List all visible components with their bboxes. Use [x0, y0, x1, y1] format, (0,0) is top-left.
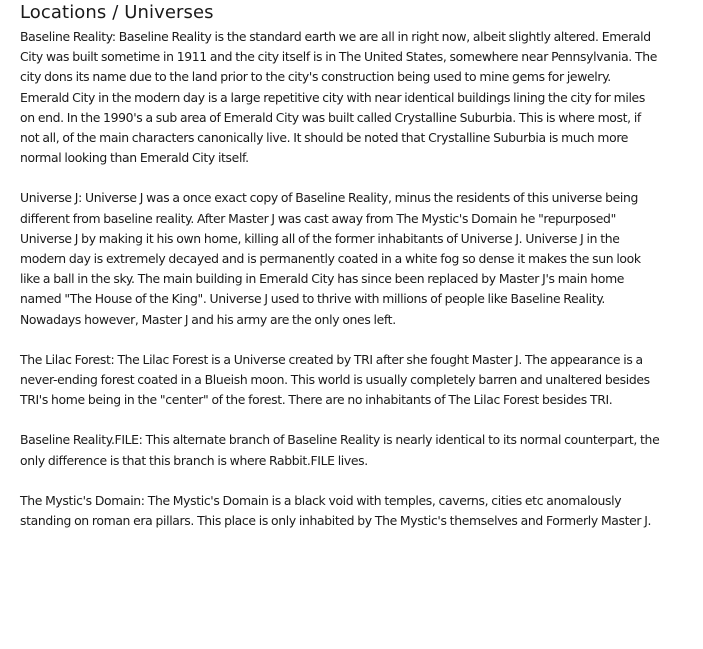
- section-baseline-reality: Baseline Reality: Baseline Reality is the standard earth we are all in right now, albeit slightly altered. Emerald City was built sometime in 1911 and the city itself is in The United States, somewhere near Pennsylvania. The city dons its name due to the land prior to the city's construction being used to mine gems for jewelry. Emerald City in the modern day is a large repetitive city with near identical buildings lining the city for miles on end. In the 1990's a sub area of Emerald City was built called Crystalline Suburbia. This is where most, if not all, of the main characters canonically live. It should be noted that Crystalline Suburbia is much more normal looking than Emerald City itself.: [20, 29, 657, 166]
- section-universe-j: Universe J: Universe J was a once exact copy of Baseline Reality, minus the residents of this universe being different from baseline reality. After Master J was cast away from The Mystic's Domain he "repurposed" Universe J by making it his own home, killing all of the former inhabitants of Universe J. Universe J in the modern day is extremely decayed and is permanently coated in a white fog so dense it makes the sun look like a ball in the sky. The main building in Emerald City has since been replaced by Master J's main home named "The House of the King". Universe J used to thrive with millions of people like Baseline Reality. Nowadays however, Master J and his army are the only ones left.: [20, 190, 641, 327]
- page-title: Locations / Universes: [20, 2, 214, 23]
- document-page: [20, 2, 660, 551]
- section-mystics-domain: The Mystic's Domain: The Mystic's Domain is a black void with temples, caverns, cities etc anomalously standing on roman era pillars. This place is only inhabited by The Mystic's themselves and Formerly Master J.: [20, 492, 652, 529]
- section-lilac-forest: The Lilac Forest: The Lilac Forest is a Universe created by TRI after she fought Master J. The appearance is a never-ending forest coated in a Blueish moon. This world is usually completely barren and unaltered besides TRI's home being in the "center" of the forest. There are no inhabitants of The Lilac Forest besides TRI.: [20, 351, 650, 408]
- section-baseline-reality-file: Baseline Reality.FILE: This alternate branch of Baseline Reality is nearly identical to its normal counterpart, the only difference is that this branch is where Rabbit.FILE lives.: [20, 432, 660, 468]
